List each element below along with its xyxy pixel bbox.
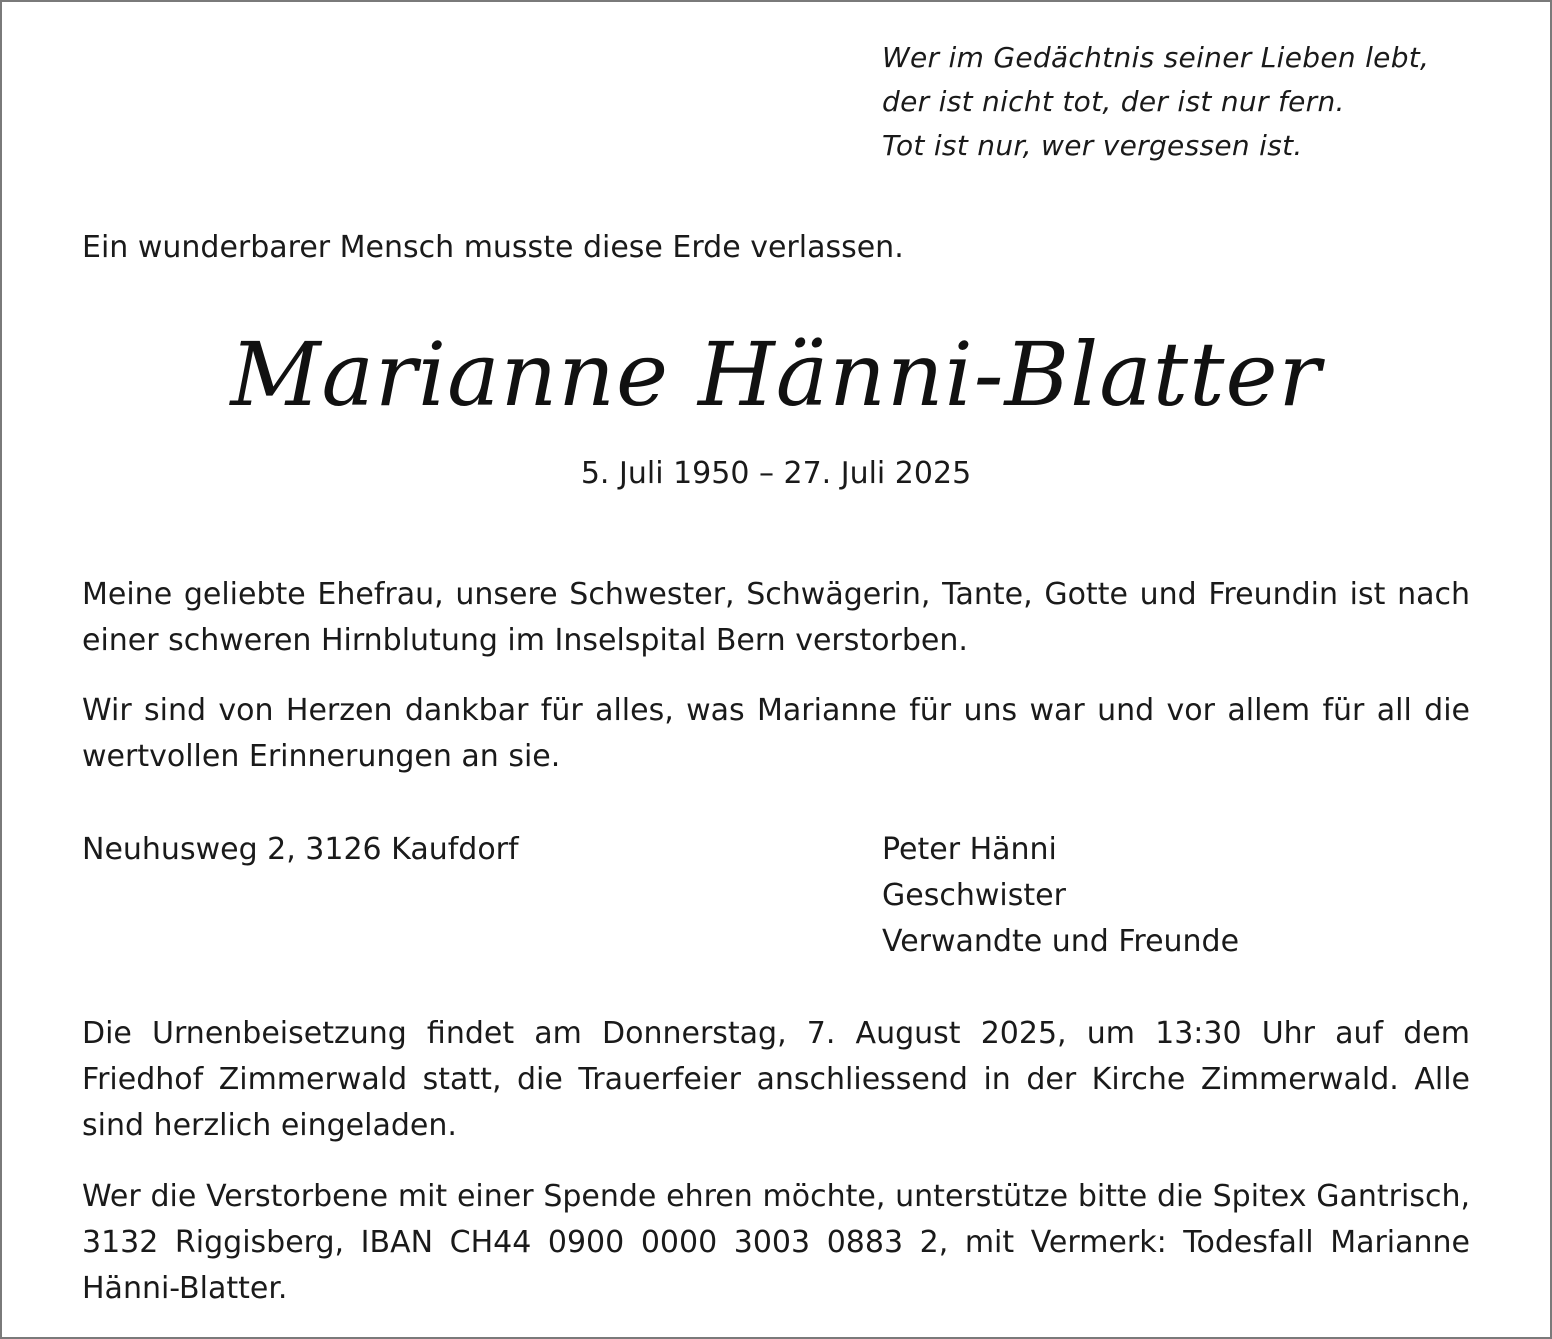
poem-line: der ist nicht tot, der ist nur fern. [882, 85, 1345, 118]
mourners-list [882, 827, 1239, 965]
ceremony-paragraph: Die Urnenbeisetzung findet am Donnerstag, 7. August 2025, um 13:30 Uhr auf dem Friedhof Zimmerwald statt, die Trauerfeier anschliessend in der Kirche Zimmerwald. Alle sind herzlich eingeladen. [82, 1016, 1470, 1143]
poem-line: Tot ist nur, wer vergessen ist. [882, 129, 1303, 162]
announcement-paragraph: Meine geliebte Ehefrau, unsere Schwester, Schwägerin, Tante, Gotte und Freundin ist nach einer schweren Hirnblutung im Inselspital Bern verstorben. [82, 577, 1470, 658]
mourner-entry: Geschwister [882, 878, 1066, 913]
life-dates: 5. Juli 1950 – 27. Juli 2025 [580, 456, 972, 491]
mourner-entry: Peter Hänni [882, 832, 1057, 867]
intro-text: Ein wunderbarer Mensch musste diese Erde verlassen. [82, 230, 904, 265]
gratitude-paragraph: Wir sind von Herzen dankbar für alles, was Marianne für uns war und vor allem für all die wertvollen Erinnerungen an sie. [82, 693, 1470, 774]
family-address: Neuhusweg 2, 3126 Kaufdorf [82, 832, 519, 867]
poem-line: Wer im Gedächtnis seiner Lieben lebt, [882, 41, 1430, 74]
mourner-entry: Verwandte und Freunde [882, 924, 1240, 959]
memorial-poem [882, 36, 1429, 168]
deceased-name: Marianne Hänni-Blatter [230, 323, 1322, 426]
donation-paragraph: Wer die Verstorbene mit einer Spende ehren möchte, unterstütze bitte die Spitex Gantrisch, 3132 Riggisberg, IBAN CH44 0900 0000 3003 0883 2, mit Vermerk: Todesfall Marianne Hänni-Blatter. [82, 1179, 1470, 1306]
